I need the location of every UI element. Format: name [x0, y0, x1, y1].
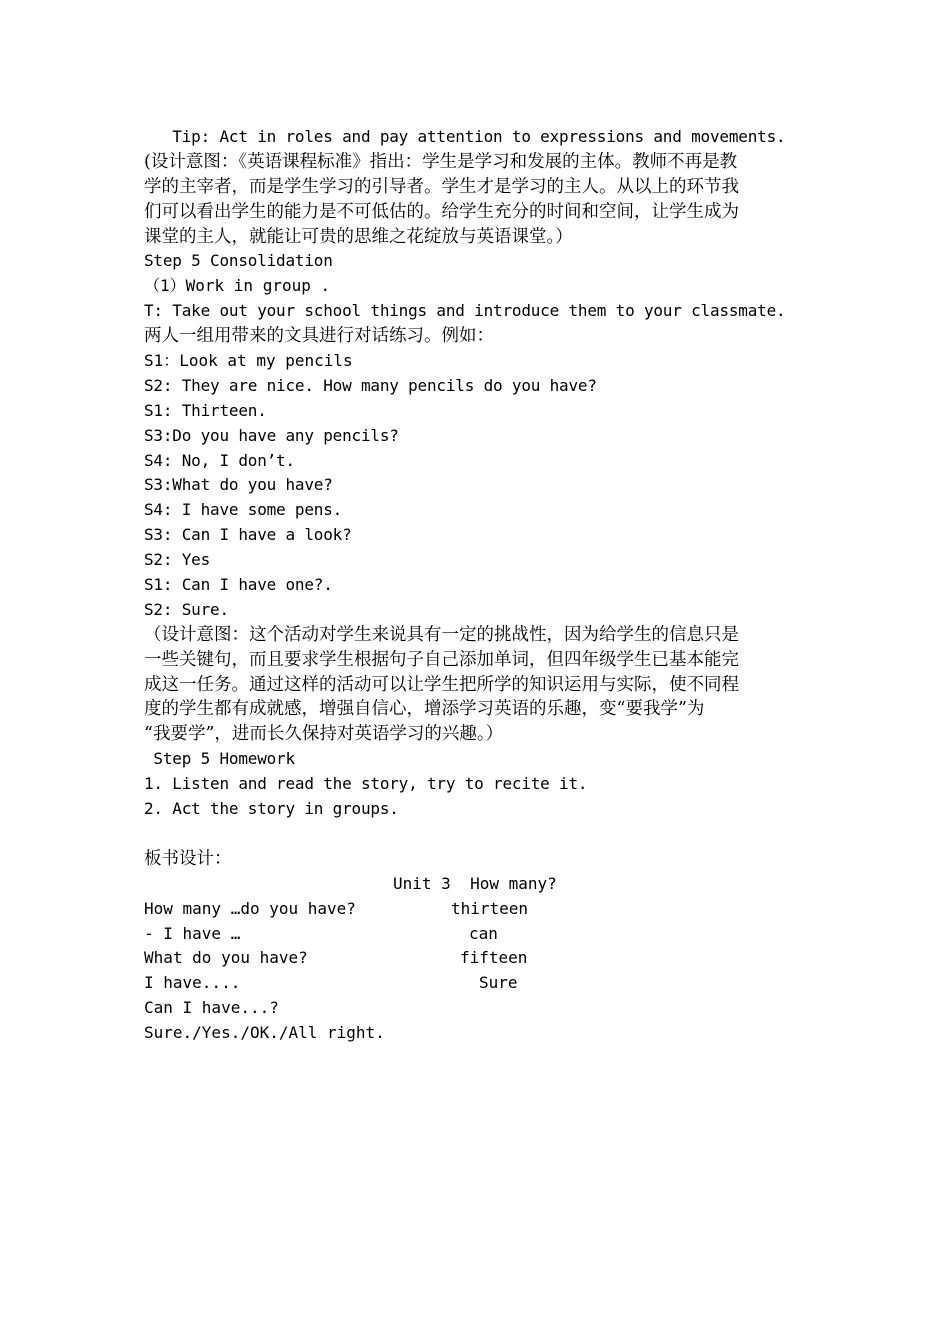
design-intent-2-line-5: “我要学”，进而长久保持对英语学习的兴趣。） [144, 724, 504, 745]
dialogue-line: S3:What do you have? [144, 475, 333, 495]
board-title-row [144, 872, 814, 897]
board-word: can [469, 923, 498, 943]
board-sentence: How many …do you have? [144, 898, 356, 918]
board-row [144, 946, 814, 971]
spacer [144, 822, 814, 847]
design-intent-1-line-3: 们可以看出学生的能力是不可低估的。给学生充分的时间和空间，让学生成为 [144, 201, 739, 222]
board-sentence: Sure./Yes./OK./All right. [144, 1023, 385, 1043]
dialogue-line: S1: Can I have one?. [144, 575, 333, 595]
pair-practice-line: 两人一组用带来的文具进行对话练习。例如： [144, 326, 494, 347]
dialogue-line: S3: Can I have a look? [144, 525, 352, 545]
board-row [144, 922, 814, 947]
dialogue-line: S2: Yes [144, 550, 211, 570]
board-word: thirteen [451, 898, 529, 918]
dialogue-line: S2: Sure. [144, 599, 229, 619]
design-intent-2-line-2: 一些关键句，而且要求学生根据句子自己添加单词，但四年级学生已基本能完 [144, 649, 739, 670]
board-row [144, 971, 814, 996]
board-design-heading: 板书设计： [144, 848, 232, 869]
board-row [144, 1021, 814, 1046]
board-row [144, 897, 814, 922]
design-intent-2-line-4: 度的学生都有成就感，增强自信心，增添学习英语的乐趣，变“要我学”为 [144, 699, 705, 720]
dialogue-line: S2: They are nice. How many pencils do you have? [144, 375, 597, 395]
board-sentence: I have.... [144, 973, 241, 993]
tip-line: Tip: Act in roles and pay attention to expressions and movements. [144, 127, 786, 146]
board-word: fifteen [460, 948, 528, 968]
homework-item-2: 2. Act the story in groups. [144, 799, 399, 819]
step5-consolidation-heading: Step 5 Consolidation [144, 251, 333, 271]
dialogue-line: S4: No, I don’t. [144, 450, 295, 470]
dialogue-line: S1：Look at my pencils [144, 351, 353, 371]
design-intent-1-line-2: 学的主宰者，而是学生学习的引导者。学生才是学习的主人。从以上的环节我 [144, 176, 739, 197]
dialogue-line: S3:Do you have any pencils? [144, 425, 399, 445]
board-sentence: - I have … [144, 923, 241, 943]
homework-item-1: 1. Listen and read the story, try to recite it. [144, 774, 588, 794]
step5-homework-heading: Step 5 Homework [144, 749, 295, 769]
design-intent-1-line-4: 课堂的主人，就能让可贵的思维之花绽放与英语课堂。） [144, 226, 573, 247]
design-intent-2-line-3: 成这一任务。通过这样的活动可以让学生把所学的知识运用与实际，使不同程 [144, 674, 739, 695]
board-sentence: Can I have...? [144, 998, 279, 1018]
document-body [144, 125, 814, 1046]
teacher-instruction-line: T: Take out your school things and introduce them to your classmate. [144, 301, 786, 321]
board-row [144, 996, 814, 1021]
board-sentence: What do you have? [144, 948, 308, 968]
design-intent-2-line-1: （设计意图：这个活动对学生来说具有一定的挑战性，因为给学生的信息只是 [144, 624, 739, 645]
dialogue-line: S4: I have some pens. [144, 500, 343, 520]
work-in-group-line: （1）Work in group . [144, 276, 331, 296]
design-intent-1-line-1: (设计意图：《英语课程标准》指出：学生是学习和发展的主体。教师不再是教 [144, 151, 738, 172]
board-title: Unit 3 How many? [393, 873, 557, 893]
dialogue-line: S1: Thirteen. [144, 400, 267, 420]
board-word: Sure [479, 973, 518, 993]
